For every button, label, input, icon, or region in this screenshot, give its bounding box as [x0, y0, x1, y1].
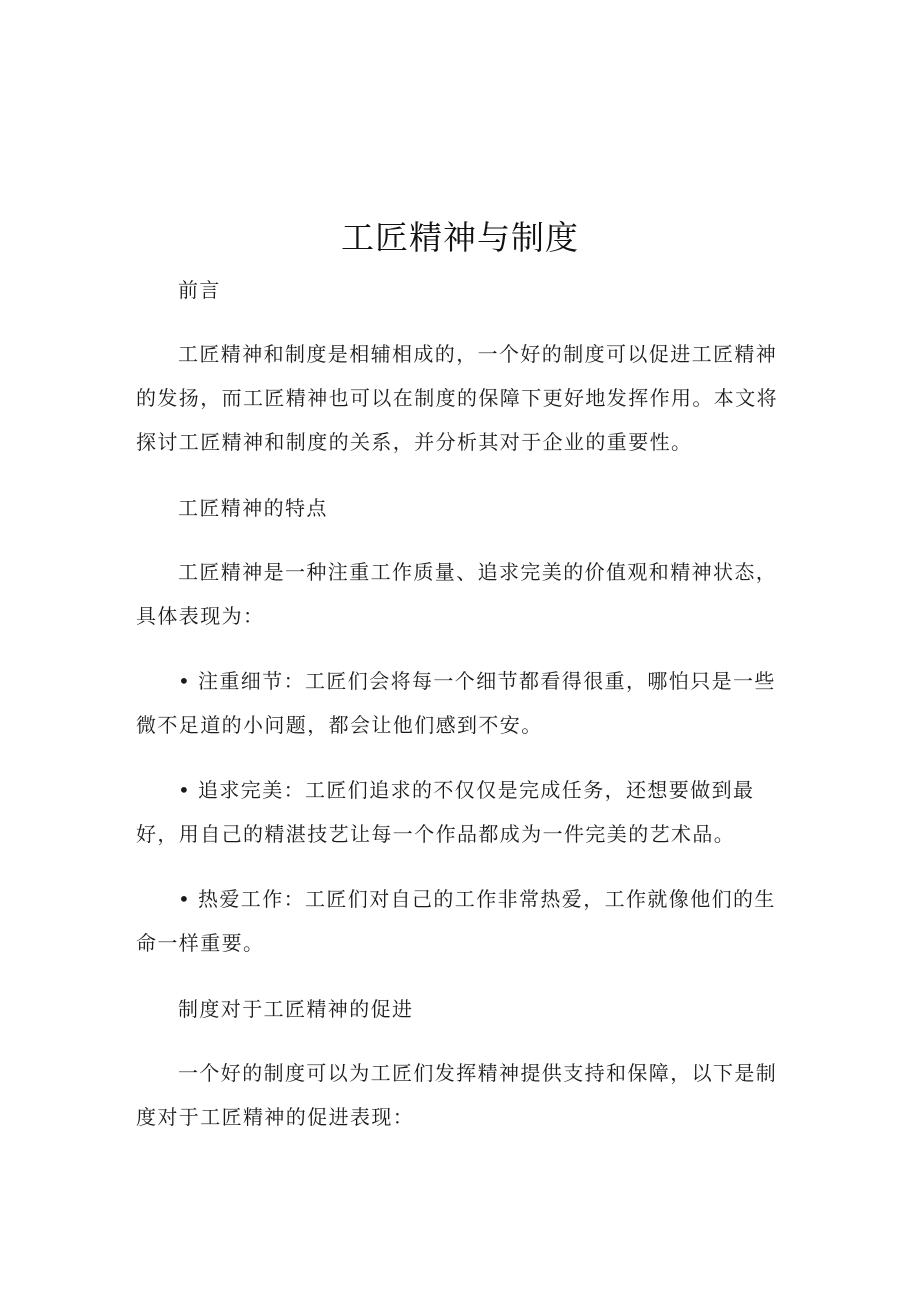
paragraph-intro: 工匠精神和制度是相辅相成的，一个好的制度可以促进工匠精神的发扬，而工匠精神也可以在制度的保障下更好地发挥作用。本文将探讨工匠精神和制度的关系，并分析其对于企业的重要性。 [136, 342, 778, 454]
section-heading-promote: 制度对于工匠精神的促进 [178, 997, 414, 1021]
paragraph-promote: 一个好的制度可以为工匠们发挥精神提供支持和保障，以下是制度对于工匠精神的促进表现： [136, 1061, 778, 1129]
bullet-text: 注重细节：工匠们会将每一个细节都看得很重，哪怕只是一些微不足道的小问题，都会让他们感到不安。 [136, 669, 776, 737]
paragraph-traits: 工匠精神是一种注重工作质量、追求完美的价值观和精神状态，具体表现为： [136, 560, 778, 628]
bullet-text: 热爱工作：工匠们对自己的工作非常热爱，工作就像他们的生命一样重要。 [136, 887, 776, 955]
bullet-item-detail [136, 659, 782, 747]
bullet-text: 追求完美：工匠们追求的不仅仅是完成任务，还想要做到最好，用自己的精湛技艺让每一个作品都成为一件完美的艺术品。 [136, 778, 755, 846]
document-body [136, 268, 782, 1139]
document-title: 工匠精神与制度 [341, 218, 579, 257]
section-heading-traits: 工匠精神的特点 [178, 496, 328, 520]
bullet-item-love-work [136, 877, 782, 965]
bullet-marker: • [178, 778, 192, 802]
bullet-item-perfection [136, 768, 782, 856]
bullet-marker: • [178, 669, 192, 693]
bullet-marker: • [178, 887, 192, 911]
section-heading-intro: 前言 [178, 278, 221, 302]
